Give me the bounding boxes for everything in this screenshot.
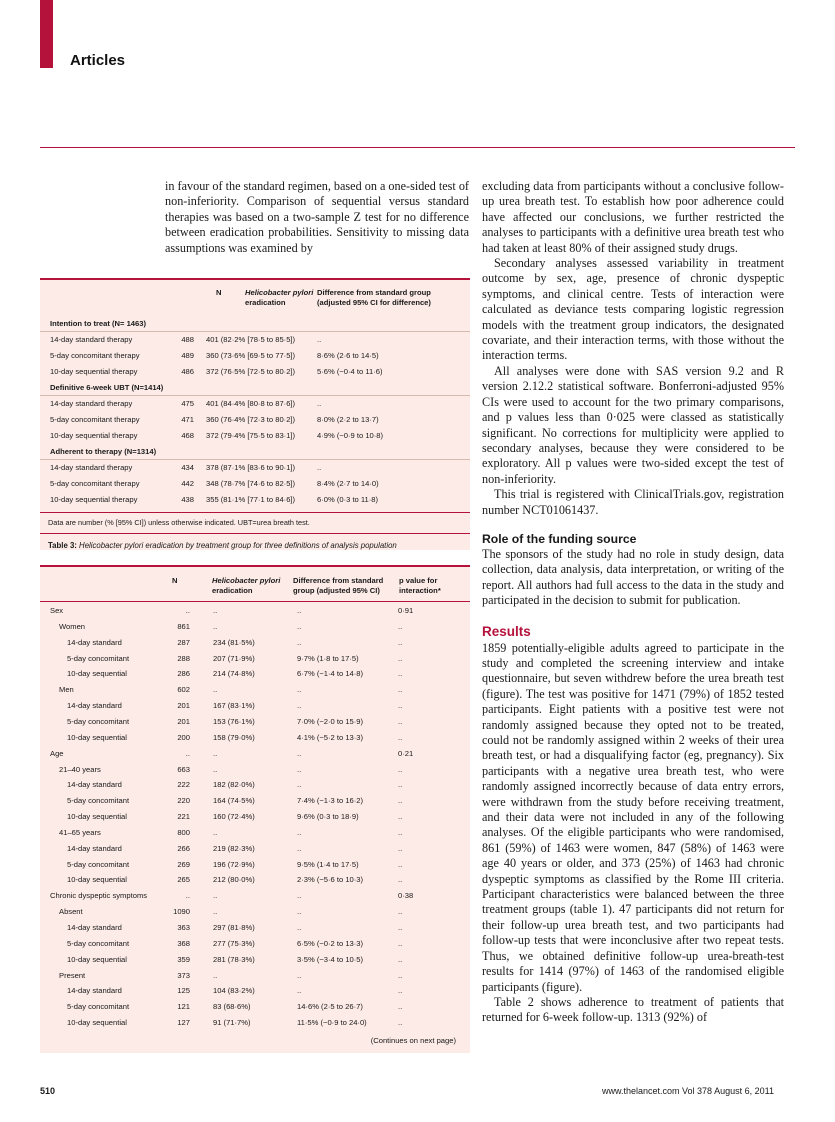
t4-cell-n: 265 bbox=[177, 875, 190, 885]
t3-cell-label: 10-day sequential therapy bbox=[50, 367, 138, 376]
t4-cell-diff: 9·6% (0·3 to 18·9) bbox=[297, 812, 359, 822]
t4-cell-p: .. bbox=[398, 954, 403, 964]
t3-table-row bbox=[40, 348, 470, 364]
t4-cell-p: .. bbox=[398, 701, 403, 711]
t4-cell-n: 288 bbox=[177, 653, 190, 663]
t4-header-erad-line1: Helicobacter pylori bbox=[212, 576, 281, 585]
t4-cell-p: .. bbox=[398, 986, 403, 996]
t4-cell-p: .. bbox=[398, 827, 403, 837]
t4-table-row bbox=[40, 952, 470, 968]
t4-cell-erad: 196 (72·9%) bbox=[213, 859, 255, 869]
left-column-text: in favour of the standard regimen, based on a one-sided test of non-inferiority. Comparison of sequential versus standard therapies was based on a two-sample Z test for no difference between eradication probabilities. Sensitivity to missing data assumptions was examined by bbox=[165, 179, 469, 255]
t3-cell-diff: .. bbox=[317, 335, 322, 344]
t4-table-row bbox=[40, 936, 470, 952]
t4-table-row bbox=[40, 762, 470, 778]
t3-caption-label: Table 3: bbox=[48, 541, 77, 550]
t3-cell-erad: 372 (79·4% [75·5 to 83·1]) bbox=[206, 431, 296, 440]
t4-table-row bbox=[40, 746, 470, 762]
t4-header-eradication bbox=[212, 576, 280, 596]
t3-cell-n: 438 bbox=[181, 495, 194, 504]
t4-table-row bbox=[40, 872, 470, 888]
t4-cell-erad: 164 (74·5%) bbox=[213, 796, 255, 806]
t4-cell-n: 222 bbox=[177, 780, 190, 790]
para-secondary-analyses: Secondary analyses assessed variability in treatment outcome by sex, age, presence of chronic dyspeptic symptoms, and clinical centre. Tests of interaction were calculated as deviance tests comparing logistic regression models with the treatment group indicators, the designated covariate, and their interaction terms, with those without the interaction terms. bbox=[482, 256, 784, 363]
t4-cell-erad: .. bbox=[213, 764, 218, 774]
t3-table-row bbox=[40, 364, 470, 380]
t4-cell-p: .. bbox=[398, 907, 403, 917]
t4-header-p-line1: p value for bbox=[399, 576, 438, 585]
t4-cell-diff: 7·0% (−2·0 to 15·9) bbox=[297, 716, 364, 726]
t3-cell-label: 10-day sequential therapy bbox=[50, 431, 138, 440]
t4-cell-erad: 91 (71·7%) bbox=[213, 1018, 251, 1028]
t4-cell-erad: .. bbox=[213, 827, 218, 837]
t3-cell-diff: 6·0% (0·3 to 11·8) bbox=[317, 495, 379, 504]
t4-cell-p: .. bbox=[398, 1018, 403, 1028]
t4-table-row bbox=[40, 730, 470, 746]
t4-cell-p: .. bbox=[398, 653, 403, 663]
t4-cell-label: 5-day concomitant bbox=[67, 859, 130, 869]
t4-cell-p: .. bbox=[398, 716, 403, 726]
t3-header-eradication bbox=[245, 288, 313, 308]
t3-cell-label: Intention to treat (N= 1463) bbox=[50, 319, 146, 328]
t4-cell-p: .. bbox=[398, 780, 403, 790]
t3-table-row bbox=[40, 476, 470, 492]
t4-table-row bbox=[40, 841, 470, 857]
para-statistical-software: All analyses were done with SAS version 9.2 and R version 2.12.2 statistical software. Bonferroni-adjusted 95% CIs were used to account for the two primary comparisons, and p values less than 0·025 were classed as statistically significant. No corrections for multiplicity were applied to secondary analyses, because they were considered to be exploratory. All p values were two-sided except the test of non-inferiority. bbox=[482, 363, 784, 486]
t4-cell-erad: .. bbox=[213, 907, 218, 917]
t4-cell-n: 800 bbox=[177, 827, 190, 837]
table-3 bbox=[40, 278, 470, 550]
t4-cell-n: 201 bbox=[177, 716, 190, 726]
t3-cell-n: 488 bbox=[181, 335, 194, 344]
t4-cell-p: .. bbox=[398, 764, 403, 774]
t4-cell-p: .. bbox=[398, 621, 403, 631]
t4-cell-label: 14-day standard bbox=[67, 701, 122, 711]
t4-cell-diff: 11·5% (−0·9 to 24·0) bbox=[297, 1018, 367, 1028]
t4-table-row bbox=[40, 968, 470, 984]
t4-cell-label: 10-day sequential bbox=[67, 954, 127, 964]
t3-header-erad-line2: eradication bbox=[245, 298, 286, 307]
heading-results: Results bbox=[482, 623, 531, 639]
continues-note: (Continues on next page) bbox=[370, 1036, 456, 1045]
t4-cell-label: Age bbox=[50, 748, 64, 758]
t3-cell-label: Adherent to therapy (N=1314) bbox=[50, 447, 157, 456]
t4-table-row bbox=[40, 825, 470, 841]
section-color-bar bbox=[40, 0, 53, 68]
t4-cell-erad: 83 (68·6%) bbox=[213, 1002, 251, 1012]
t4-cell-diff: .. bbox=[297, 748, 302, 758]
t4-cell-diff: 6·7% (−1·4 to 14·8) bbox=[297, 669, 364, 679]
para-trial-registration: This trial is registered with ClinicalTrials.gov, registration number NCT01061437. bbox=[482, 487, 784, 517]
t4-table-row bbox=[40, 857, 470, 873]
para-adherence: Table 2 shows adherence to treatment of patients that returned for 6-week follow-up. 1313 (92%) of bbox=[482, 994, 784, 1025]
t3-table-row bbox=[40, 492, 470, 508]
t4-cell-n: 602 bbox=[177, 685, 190, 695]
t4-table-row bbox=[40, 999, 470, 1015]
heading-funding: Role of the funding source bbox=[482, 531, 637, 546]
t4-cell-diff: .. bbox=[297, 986, 302, 996]
t3-cell-label: 14-day standard therapy bbox=[50, 399, 133, 408]
t3-cell-n: 442 bbox=[181, 479, 194, 488]
t4-cell-erad: 207 (71·9%) bbox=[213, 653, 255, 663]
t4-cell-label: 10-day sequential bbox=[67, 875, 127, 885]
t3-caption bbox=[40, 533, 470, 558]
t4-cell-n: 125 bbox=[177, 986, 190, 996]
t4-cell-label: 5-day concomitant bbox=[67, 938, 130, 948]
t4-table-row bbox=[40, 698, 470, 714]
page-number: 510 bbox=[40, 1086, 56, 1096]
t4-cell-diff: 9·5% (1·4 to 17·5) bbox=[297, 859, 359, 869]
t3-cell-erad: 360 (73·6% [69·5 to 77·5]) bbox=[206, 351, 296, 360]
t4-cell-erad: .. bbox=[213, 606, 218, 615]
t4-table-row bbox=[40, 635, 470, 651]
para-results: 1859 potentially-eligible adults agreed to participate in the study and completed the screening interview and intake questionnaire, but seven withdrew before the urea breath test (figure). The test was positive for 1471 (79%) of 1852 tested participants. Eight patients with a positive test were not randomly assigned because they opted not to be treated, could not be randomly assigned within 2 weeks of their urea breath test, or had a disqualifying factor (eg, pregnancy). Six participants with a negative urea breath test, who were randomly assigned incorrectly because of data entry errors, were withdrawn from the study before receiving treatment, and their data were not included in any of the following analyses. Of the eligible participants who were randomised, 861 (59%) of 1463 were women, 847 (58%) of 1463 were age 40 years or older, and 373 (25%) of 1463 had chronic dyspeptic symptoms as classified by the Rome III criteria. Participant characteristics were balanced between the three treatment groups (table 1). 47 participants did not return for their follow-up urea breath test, and two participants had follow-up tests that were inconclusive after two repeat tests. Thus, we obtained definitive follow-up urea-breath-test results for 1414 (97%) of 1463 of the randomised eligible participants (figure). bbox=[482, 640, 784, 994]
t4-cell-label: 41–65 years bbox=[59, 827, 101, 837]
t4-cell-n: 1090 bbox=[173, 907, 190, 917]
t4-header-erad-line2: eradication bbox=[212, 586, 253, 595]
section-title: Articles bbox=[70, 52, 126, 69]
t4-cell-diff: 2·3% (−5·6 to 10·3) bbox=[297, 875, 364, 885]
t4-cell-p: .. bbox=[398, 1002, 403, 1012]
t3-table-row bbox=[40, 396, 470, 412]
t4-cell-label: Women bbox=[59, 621, 86, 631]
t4-cell-n: .. bbox=[185, 748, 190, 758]
t4-cell-n: .. bbox=[185, 606, 190, 615]
t3-cell-erad: 401 (84·4% [80·8 to 87·6]) bbox=[206, 399, 296, 408]
t4-cell-label: 5-day concomitant bbox=[67, 653, 130, 663]
t3-cell-label: 10-day sequential therapy bbox=[50, 495, 138, 504]
t4-cell-diff: .. bbox=[297, 637, 302, 647]
t4-header-diff-line2: group (adjusted 95% CI) bbox=[293, 586, 380, 595]
journal-citation: www.thelancet.com Vol 378 August 6, 2011 bbox=[602, 1086, 774, 1096]
t4-header-difference bbox=[293, 576, 383, 596]
t3-cell-diff: 5·6% (−0·4 to 11·6) bbox=[317, 367, 383, 376]
t4-header-n: N bbox=[172, 576, 178, 585]
t4-table-row bbox=[40, 619, 470, 635]
t3-cell-n: 475 bbox=[181, 399, 194, 408]
t4-cell-label: 14-day standard bbox=[67, 986, 122, 996]
t4-cell-label: 14-day standard bbox=[67, 780, 122, 790]
t4-cell-diff: 4·1% (−5·2 to 13·3) bbox=[297, 732, 364, 742]
t4-cell-diff: .. bbox=[297, 907, 302, 917]
t3-table-row bbox=[40, 332, 470, 348]
t4-cell-n: 861 bbox=[177, 621, 190, 631]
t4-cell-diff: .. bbox=[297, 701, 302, 711]
t3-cell-erad: 372 (76·5% [72·5 to 80·2]) bbox=[206, 367, 296, 376]
t4-cell-n: 287 bbox=[177, 637, 190, 647]
t4-cell-label: Sex bbox=[50, 606, 64, 615]
t4-cell-n: 368 bbox=[177, 938, 190, 948]
t4-cell-label: 5-day concomitant bbox=[67, 796, 130, 806]
t4-cell-erad: 277 (75·3%) bbox=[213, 938, 255, 948]
t4-cell-erad: 182 (82·0%) bbox=[213, 780, 255, 790]
t3-cell-erad: 378 (87·1% [83·6 to 90·1]) bbox=[206, 463, 296, 472]
t4-cell-n: 269 bbox=[177, 859, 190, 869]
t3-header-erad-line1: Helicobacter pylori bbox=[245, 288, 314, 297]
t4-cell-n: 363 bbox=[177, 923, 190, 932]
t4-cell-label: 14-day standard bbox=[67, 637, 122, 647]
t4-cell-erad: 153 (76·1%) bbox=[213, 716, 255, 726]
t4-cell-erad: 160 (72·4%) bbox=[213, 812, 255, 822]
t4-cell-label: Chronic dyspeptic symptoms bbox=[50, 891, 148, 901]
t4-cell-erad: 104 (83·2%) bbox=[213, 986, 255, 996]
t3-cell-diff: 8·0% (2·2 to 13·7) bbox=[317, 415, 379, 424]
t4-cell-diff: 9·7% (1·8 to 17·5) bbox=[297, 653, 359, 663]
t4-cell-diff: .. bbox=[297, 891, 302, 901]
t3-cell-diff: 4·9% (−0·9 to 10·8) bbox=[317, 431, 384, 440]
t4-cell-diff: 3·5% (−3·4 to 10·5) bbox=[297, 954, 364, 964]
t4-cell-p: 0·21 bbox=[398, 748, 414, 758]
t4-header-pvalue bbox=[399, 576, 441, 596]
t4-table-row bbox=[40, 651, 470, 667]
t3-subheading-row bbox=[40, 380, 470, 396]
t4-cell-diff: 14·6% (2·5 to 26·7) bbox=[297, 1002, 363, 1012]
t4-cell-n: 220 bbox=[177, 796, 190, 806]
t4-cell-p: .. bbox=[398, 923, 403, 932]
t4-cell-n: .. bbox=[185, 891, 190, 901]
t3-header-diff-line1: Difference from standard group bbox=[317, 288, 431, 297]
t4-table-row bbox=[40, 777, 470, 793]
t4-cell-p: .. bbox=[398, 843, 403, 853]
t4-cell-label: Men bbox=[59, 685, 74, 695]
t4-cell-label: 21–40 years bbox=[59, 764, 101, 774]
t4-cell-p: .. bbox=[398, 875, 403, 885]
t4-cell-erad: 219 (82·3%) bbox=[213, 843, 255, 853]
t3-cell-label: 5-day concomitant therapy bbox=[50, 351, 140, 360]
t4-cell-p: .. bbox=[398, 637, 403, 647]
t4-cell-n: 200 bbox=[177, 732, 190, 742]
t4-cell-label: 5-day concomitant bbox=[67, 1002, 130, 1012]
t3-cell-erad: 355 (81·1% [77·1 to 84·6]) bbox=[206, 495, 296, 504]
t3-cell-diff: 8·6% (2·6 to 14·5) bbox=[317, 351, 379, 360]
t3-cell-n: 471 bbox=[181, 415, 194, 424]
t3-table-row bbox=[40, 428, 470, 444]
right-column bbox=[482, 179, 784, 1026]
t3-table-row bbox=[40, 412, 470, 428]
t3-cell-n: 489 bbox=[181, 351, 194, 360]
t4-cell-erad: 167 (83·1%) bbox=[213, 701, 255, 711]
t4-cell-p: .. bbox=[398, 685, 403, 695]
t3-table-row bbox=[40, 460, 470, 476]
header-rule bbox=[40, 147, 795, 148]
t4-cell-diff: .. bbox=[297, 970, 302, 980]
t4-cell-p: .. bbox=[398, 812, 403, 822]
t4-cell-label: Present bbox=[59, 970, 86, 980]
t4-cell-label: 14-day standard bbox=[67, 923, 122, 932]
t4-header-p-line2: interaction* bbox=[399, 586, 441, 595]
t4-cell-p: .. bbox=[398, 669, 403, 679]
t4-cell-n: 127 bbox=[177, 1018, 190, 1028]
t3-cell-label: 14-day standard therapy bbox=[50, 463, 133, 472]
t4-cell-diff: 7·4% (−1·3 to 16·2) bbox=[297, 796, 364, 806]
t3-cell-diff: .. bbox=[317, 463, 322, 472]
t3-cell-diff: .. bbox=[317, 399, 322, 408]
t4-cell-n: 286 bbox=[177, 669, 190, 679]
t4-header-diff-line1: Difference from standard bbox=[293, 576, 384, 585]
t3-cell-n: 486 bbox=[181, 367, 194, 376]
t4-cell-erad: .. bbox=[213, 970, 218, 980]
t4-cell-diff: .. bbox=[297, 621, 302, 631]
para-missing-data: excluding data from participants without a conclusive follow-up urea breath test. To establish how poor adherence could have affected our conclusions, we further restricted the analyses to participants with a definitive urea breath test who had taken at least 80% of their assigned study drugs. bbox=[482, 179, 784, 255]
t4-table-row bbox=[40, 920, 470, 936]
t3-cell-label: 14-day standard therapy bbox=[50, 335, 133, 344]
t4-cell-diff: .. bbox=[297, 843, 302, 853]
t3-cell-label: Definitive 6-week UBT (N=1414) bbox=[50, 383, 164, 392]
t4-table-row bbox=[40, 714, 470, 730]
t3-footnote: Data are number (% [95% CI]) unless otherwise indicated. UBT=urea breath test. bbox=[48, 518, 310, 527]
t4-table-row bbox=[40, 809, 470, 825]
t4-cell-erad: 214 (74·8%) bbox=[213, 669, 255, 679]
t4-cell-p: .. bbox=[398, 938, 403, 948]
t4-cell-diff: 6·5% (−0·2 to 13·3) bbox=[297, 938, 364, 948]
t4-cell-erad: 297 (81·8%) bbox=[213, 923, 255, 932]
t4-table-row bbox=[40, 793, 470, 809]
t3-header-difference bbox=[317, 288, 431, 308]
t4-cell-erad: 212 (80·0%) bbox=[213, 875, 255, 885]
t4-cell-p: .. bbox=[398, 970, 403, 980]
t4-cell-diff: .. bbox=[297, 827, 302, 837]
t4-cell-erad: .. bbox=[213, 621, 218, 631]
t4-cell-p: .. bbox=[398, 732, 403, 742]
t4-cell-n: 201 bbox=[177, 701, 190, 711]
t4-cell-erad: 158 (79·0%) bbox=[213, 732, 255, 742]
t3-header-diff-line2: (adjusted 95% CI for difference) bbox=[317, 298, 431, 307]
t4-cell-erad: .. bbox=[213, 748, 218, 758]
t4-cell-label: 10-day sequential bbox=[67, 1018, 127, 1028]
t3-caption-text: Helicobacter pylori eradication by treatment group for three definitions of analysis population bbox=[76, 541, 397, 550]
t4-cell-diff: .. bbox=[297, 685, 302, 695]
t4-cell-p: 0·38 bbox=[398, 891, 414, 901]
para-funding: The sponsors of the study had no role in study design, data collection, data analysis, data interpretation, or writing of the report. All authors had full access to the data in the study and participated in the decision to submit for publication. bbox=[482, 546, 784, 608]
t4-cell-label: 10-day sequential bbox=[67, 812, 127, 822]
t3-subheading-row bbox=[40, 444, 470, 460]
t3-cell-n: 468 bbox=[181, 431, 194, 440]
t4-cell-erad: 281 (78·3%) bbox=[213, 954, 255, 964]
t4-table-row bbox=[40, 666, 470, 682]
t3-cell-erad: 360 (76·4% [72·3 to 80·2]) bbox=[206, 415, 296, 424]
t3-footnote-rule bbox=[40, 512, 470, 513]
t3-subheading-row bbox=[40, 316, 470, 332]
t4-cell-p: .. bbox=[398, 859, 403, 869]
t3-cell-diff: 8·4% (2·7 to 14·0) bbox=[317, 479, 379, 488]
t4-cell-n: 373 bbox=[177, 970, 190, 980]
t4-cell-p: .. bbox=[398, 796, 403, 806]
t4-cell-p: 0·91 bbox=[398, 606, 414, 615]
t4-cell-diff: .. bbox=[297, 606, 302, 615]
t3-cell-erad: 348 (78·7% [74·6 to 82·5]) bbox=[206, 479, 296, 488]
t4-table-row bbox=[40, 983, 470, 999]
t4-cell-n: 359 bbox=[177, 954, 190, 964]
t4-cell-erad: .. bbox=[213, 891, 218, 901]
t4-cell-diff: .. bbox=[297, 923, 302, 932]
t4-cell-erad: .. bbox=[213, 685, 218, 695]
t3-cell-label: 5-day concomitant therapy bbox=[50, 479, 140, 488]
t4-cell-erad: 234 (81·5%) bbox=[213, 637, 255, 647]
t4-cell-diff: .. bbox=[297, 764, 302, 774]
t4-table-row bbox=[40, 904, 470, 920]
t4-cell-n: 221 bbox=[177, 812, 190, 822]
t3-cell-label: 5-day concomitant therapy bbox=[50, 415, 140, 424]
t4-table-row bbox=[40, 888, 470, 904]
t4-table-row bbox=[40, 603, 470, 619]
t4-cell-label: 14-day standard bbox=[67, 843, 122, 853]
t4-cell-diff: .. bbox=[297, 780, 302, 790]
t4-cell-n: 663 bbox=[177, 764, 190, 774]
t3-header-n: N bbox=[216, 288, 222, 297]
t4-cell-label: Absent bbox=[59, 907, 83, 917]
t4-cell-n: 121 bbox=[177, 1002, 190, 1012]
t4-cell-n: 266 bbox=[177, 843, 190, 853]
t4-cell-label: 10-day sequential bbox=[67, 732, 127, 742]
t4-table-row bbox=[40, 1015, 470, 1031]
t4-cell-label: 10-day sequential bbox=[67, 669, 127, 679]
t4-header-rule bbox=[40, 601, 470, 602]
t3-cell-n: 434 bbox=[181, 463, 194, 472]
t4-table-row bbox=[40, 682, 470, 698]
t3-cell-erad: 401 (82·2% [78·5 to 85·5]) bbox=[206, 335, 296, 344]
t4-cell-label: 5-day concomitant bbox=[67, 716, 130, 726]
table-4 bbox=[40, 565, 470, 1053]
